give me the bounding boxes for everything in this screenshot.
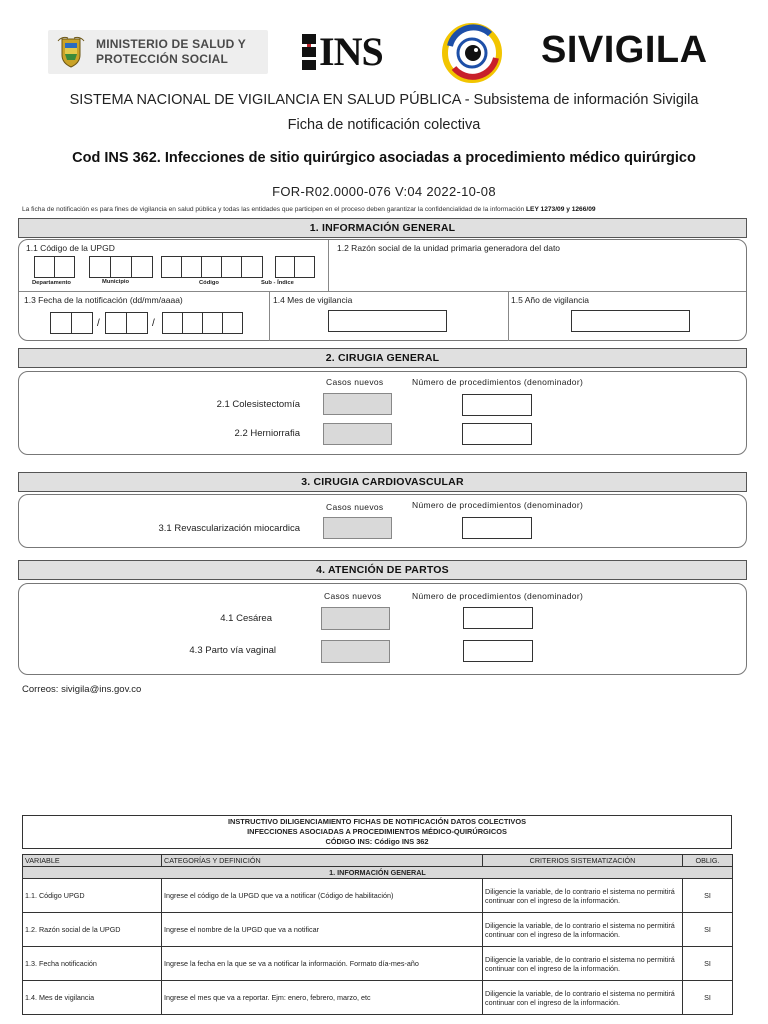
- oblig-cell: SI: [683, 981, 733, 1015]
- minsalud-line1: MINISTERIO DE SALUD Y: [96, 37, 246, 51]
- table-row: [23, 879, 733, 913]
- date-separator: /: [97, 318, 100, 329]
- sivigila-wordmark: SIVIGILA: [541, 29, 708, 71]
- colesistectomia-procedimientos-field[interactable]: [462, 394, 532, 416]
- fecha-month-digit-1[interactable]: [105, 312, 127, 334]
- section-2-title: 2. CIRUGIA GENERAL: [18, 348, 747, 368]
- section-2-panel: [18, 371, 747, 455]
- procedimientos-header: Número de procedimientos (denominador): [412, 591, 584, 601]
- codigo-digit-4[interactable]: [221, 256, 242, 278]
- definicion-cell: Ingrese el mes que va a reportar. Ejm: enero, febrero, marzo, etc: [162, 981, 483, 1015]
- section-1-title: 1. INFORMACIÓN GENERAL: [18, 218, 747, 238]
- section-1-panel: [18, 239, 747, 341]
- legal-law: LEY 1273/09 y 1266/09: [526, 206, 596, 213]
- section-3-panel: [18, 494, 747, 548]
- procedimientos-header: Número de procedimientos (denominador): [412, 377, 584, 387]
- form-title: Cod INS 362. Infecciones de sitio quirúrgico asociadas a procedimiento médico quirúrgico: [72, 150, 696, 166]
- fecha-day-digit-2[interactable]: [71, 312, 93, 334]
- legal-text: La ficha de notificación es para fines de vigilancia en salud pública y todas las entidades que participen en el proceso deben garantizar la confidencialidad de la información: [22, 206, 527, 213]
- contact-email: Correos: sivigila@ins.gov.co: [22, 684, 142, 695]
- minsalud-line2: PROTECCIÓN SOCIAL: [96, 52, 229, 66]
- fecha-notificacion-label: 1.3 Fecha de la notificación (dd/mm/aaaa): [24, 295, 183, 305]
- ins-logo: [302, 29, 383, 74]
- cesarea-casos-field[interactable]: [321, 607, 390, 630]
- instructivo-line1: INSTRUCTIVO DILIGENCIAMIENTO FICHAS DE NOTIFICACIÓN DATOS COLECTIVOS: [227, 817, 527, 826]
- oblig-cell: SI: [683, 913, 733, 947]
- variable-cell: 1.1. Código UPGD: [23, 879, 162, 913]
- definicion-cell: Ingrese la fecha en la que se va a notificar la información. Formato día-mes-año: [162, 947, 483, 981]
- codigo-digit-2[interactable]: [181, 256, 202, 278]
- sivigila-eye-icon: [440, 22, 504, 84]
- criterio-cell: Diligencie la variable, de lo contrario el sistema no permitirá continuar con el ingreso de la información.: [483, 981, 683, 1015]
- header-oblig: OBLIG.: [683, 855, 733, 867]
- criterio-cell: Diligencie la variable, de lo contrario el sistema no permitirá continuar con el ingreso de la información.: [483, 879, 683, 913]
- departamento-digit-1[interactable]: [34, 256, 55, 278]
- legal-notice: [22, 206, 752, 213]
- anio-vigilancia-field[interactable]: [571, 310, 690, 332]
- casos-nuevos-header: Casos nuevos: [324, 591, 382, 601]
- colombia-shield-icon: [56, 35, 86, 69]
- instructivo-table: [22, 854, 733, 1015]
- instructivo-header: [22, 815, 732, 849]
- fecha-day-digit-1[interactable]: [50, 312, 72, 334]
- herniorrafia-procedimientos-field[interactable]: [462, 423, 532, 445]
- criterio-cell: Diligencie la variable, de lo contrario el sistema no permitirá continuar con el ingreso de la información.: [483, 947, 683, 981]
- colesistectomia-casos-field[interactable]: [323, 393, 392, 415]
- razon-social-label: 1.2 Razón social de la unidad primaria generadora del dato: [337, 243, 561, 253]
- fecha-year-digit-3[interactable]: [202, 312, 223, 334]
- colesistectomia-label: 2.1 Colesistectomía: [216, 399, 300, 410]
- mes-vigilancia-label: 1.4 Mes de vigilancia: [273, 295, 353, 305]
- casos-nuevos-header: Casos nuevos: [326, 502, 384, 512]
- subindice-label: Sub - Índice: [261, 280, 294, 286]
- herniorrafia-label: 2.2 Herniorrafia: [234, 428, 300, 439]
- codigo-digit-1[interactable]: [161, 256, 182, 278]
- revascularizacion-procedimientos-field[interactable]: [462, 517, 532, 539]
- form-type: Ficha de notificación colectiva: [287, 117, 481, 133]
- cesarea-procedimientos-field[interactable]: [463, 607, 533, 629]
- subindice-digit-1[interactable]: [275, 256, 295, 278]
- section-4-panel: [18, 583, 747, 675]
- oblig-cell: SI: [683, 947, 733, 981]
- departamento-label: Departamento: [32, 280, 71, 286]
- fecha-month-digit-2[interactable]: [126, 312, 148, 334]
- cesarea-label: 4.1 Cesárea: [220, 613, 272, 624]
- oblig-cell: SI: [683, 879, 733, 913]
- definicion-cell: Ingrese el código de la UPGD que va a notificar (Código de habilitación): [162, 879, 483, 913]
- header-definicion: CATEGORÍAS Y DEFINICIÓN: [162, 855, 483, 867]
- instructivo-line2: INFECCIONES ASOCIADAS A PROCEDIMIENTOS MÉDICO-QUIRÚRGICOS: [247, 827, 507, 836]
- instructivo-line3: CÓDIGO INS: Código INS 362: [325, 837, 429, 846]
- fecha-year-digit-2[interactable]: [182, 312, 203, 334]
- variable-cell: 1.3. Fecha notificación: [23, 947, 162, 981]
- variable-cell: 1.2. Razón social de la UPGD: [23, 913, 162, 947]
- municipio-digit-2[interactable]: [110, 256, 132, 278]
- codigo-digit-3[interactable]: [201, 256, 222, 278]
- table-section-row: 1. INFORMACIÓN GENERAL: [23, 867, 733, 879]
- anio-vigilancia-label: 1.5 Año de vigilancia: [511, 295, 589, 305]
- logo-bar: [0, 22, 768, 88]
- table-row: [23, 947, 733, 981]
- minsalud-logo: [48, 30, 268, 74]
- table-row: [23, 981, 733, 1015]
- herniorrafia-casos-field[interactable]: [323, 423, 392, 445]
- parto-vaginal-casos-field[interactable]: [321, 640, 390, 663]
- ins-bars-icon: [302, 34, 316, 70]
- codigo-label: Código: [199, 280, 219, 286]
- subindice-digit-2[interactable]: [294, 256, 315, 278]
- procedimientos-header: Número de procedimientos (denominador): [412, 500, 584, 510]
- section-3-title: 3. CIRUGIA CARDIOVASCULAR: [18, 472, 747, 492]
- date-separator: /: [152, 318, 155, 329]
- municipio-digit-1[interactable]: [89, 256, 111, 278]
- mes-vigilancia-field[interactable]: [328, 310, 447, 332]
- departamento-digit-2[interactable]: [54, 256, 75, 278]
- section-4-title: 4. ATENCIÓN DE PARTOS: [18, 560, 747, 580]
- municipio-label: Municipio: [102, 279, 130, 285]
- upgd-label: 1.1 Código de la UPGD: [26, 243, 115, 253]
- codigo-digit-5[interactable]: [241, 256, 263, 278]
- municipio-digit-3[interactable]: [131, 256, 153, 278]
- fecha-year-digit-1[interactable]: [162, 312, 183, 334]
- revascularizacion-label: 3.1 Revascularización miocardica: [158, 523, 300, 534]
- fecha-year-digit-4[interactable]: [222, 312, 243, 334]
- variable-cell: 1.4. Mes de vigilancia: [23, 981, 162, 1015]
- ins-wordmark: INS: [319, 29, 383, 74]
- casos-nuevos-header: Casos nuevos: [326, 377, 384, 387]
- system-title: SISTEMA NACIONAL DE VIGILANCIA EN SALUD PÚBLICA - Subsistema de información Sivigila: [69, 92, 699, 108]
- definicion-cell: Ingrese el nombre de la UPGD que va a notificar: [162, 913, 483, 947]
- form-code: FOR-R02.0000-076 V:04 2022-10-08: [272, 184, 496, 199]
- parto-vaginal-procedimientos-field[interactable]: [463, 640, 533, 662]
- header-variable: VARIABLE: [23, 855, 162, 867]
- parto-vaginal-label: 4.3 Parto vía vaginal: [189, 645, 276, 656]
- header-criterios: CRITERIOS SISTEMATIZACIÓN: [483, 855, 683, 867]
- criterio-cell: Diligencie la variable, de lo contrario el sistema no permitirá continuar con el ingreso de la información.: [483, 913, 683, 947]
- revascularizacion-casos-field[interactable]: [323, 517, 392, 539]
- table-row: [23, 913, 733, 947]
